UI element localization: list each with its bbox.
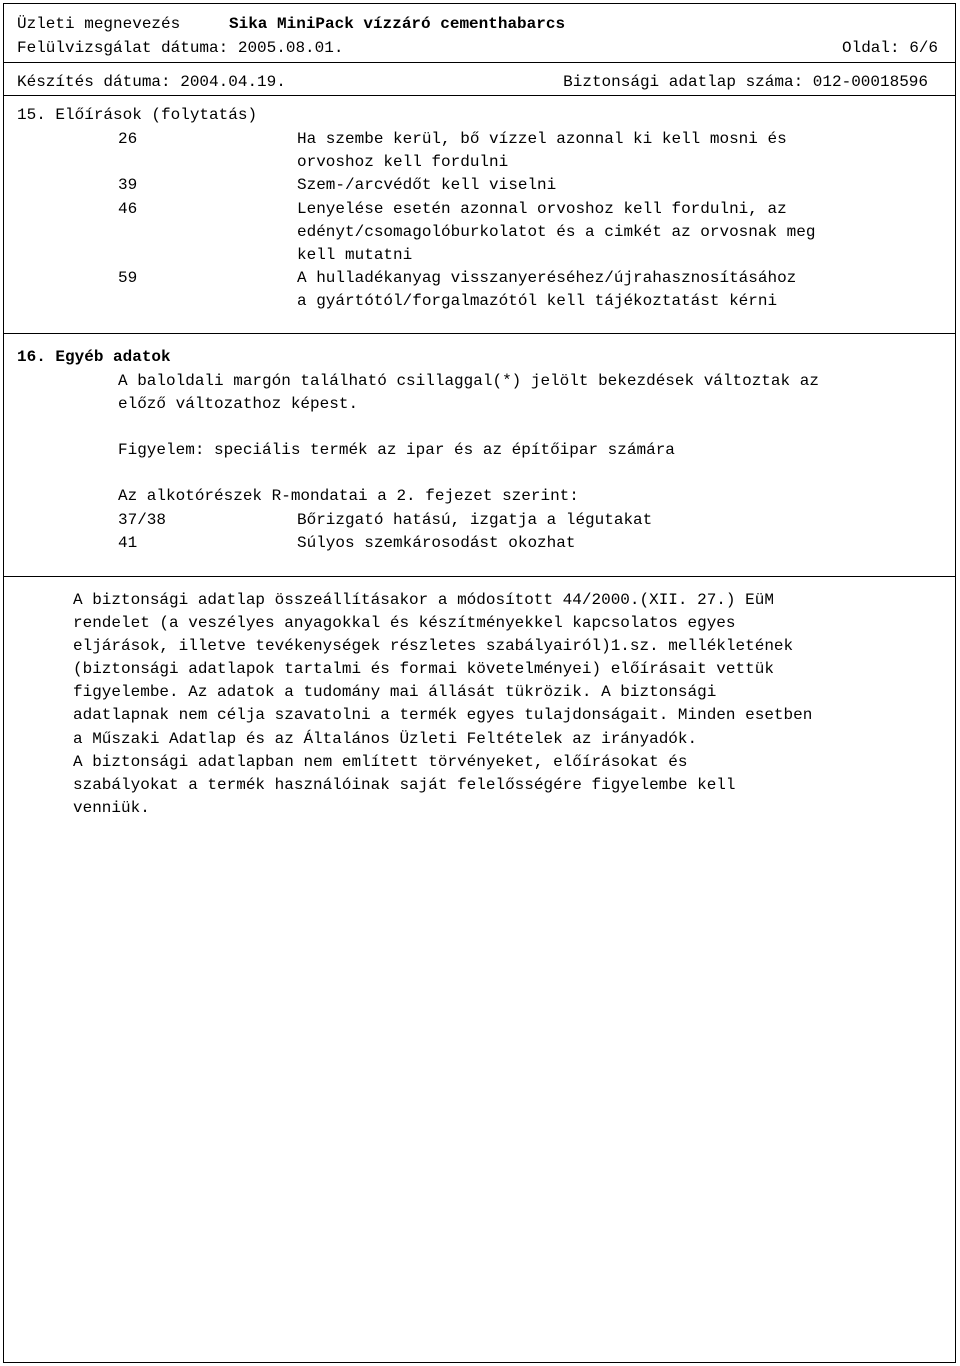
- s-phrase-code: 26: [118, 130, 138, 148]
- s-phrase-code: 39: [118, 176, 138, 194]
- header-divider-2: [3, 95, 956, 96]
- product-label: Üzleti megnevezés: [17, 15, 181, 33]
- section-15-heading: 15. Előírások (folytatás): [17, 106, 258, 124]
- s-phrase-text: kell mutatni: [297, 246, 413, 264]
- r-phrase-code: 37/38: [118, 511, 167, 529]
- disclaimer-line: (biztonsági adatlapok tartalmi és formai követelményei) előírásait vettük: [73, 660, 774, 678]
- s-phrase-code: 46: [118, 200, 138, 218]
- r-phrase-text: Súlyos szemkárosodást okozhat: [297, 534, 576, 552]
- s-phrase-text: a gyártótól/forgalmazótól kell tájékoztatást kérni: [297, 292, 778, 310]
- s-phrase-text: Szem-/arcvédőt kell viselni: [297, 176, 557, 194]
- disclaimer-line: a Műszaki Adatlap és az Általános Üzleti Feltételek az irányadók.: [73, 730, 698, 748]
- r-phrase-text: Bőrizgató hatású, izgatja a légutakat: [297, 511, 653, 529]
- section-16-heading: 16. Egyéb adatok: [17, 348, 171, 366]
- r-phrase-code: 41: [118, 534, 138, 552]
- disclaimer-line: adatlapnak nem célja szavatolni a termék egyes tulajdonságait. Minden esetben: [73, 706, 813, 724]
- creation-date: Készítés dátuma: 2004.04.19.: [17, 73, 286, 91]
- change-note: előző változathoz képest.: [118, 395, 359, 413]
- s-phrase-text: edényt/csomagolóburkolatot és a cimkét az orvosnak meg: [297, 223, 816, 241]
- disclaimer-line: rendelet (a veszélyes anyagokkal és készítményekkel kapcsolatos egyes: [73, 614, 736, 632]
- s-phrase-text: orvoshoz kell fordulni: [297, 153, 509, 171]
- section-divider: [3, 333, 956, 334]
- s-phrase-code: 59: [118, 269, 138, 287]
- product-name: Sika MiniPack vízzáró cementhabarcs: [229, 15, 566, 33]
- disclaimer-line: A biztonsági adatlap összeállításakor a módosított 44/2000.(XII. 27.) EüM: [73, 591, 774, 609]
- section-divider: [3, 576, 956, 577]
- disclaimer-line: venniük.: [73, 799, 150, 817]
- s-phrase-text: Lenyelése esetén azonnal orvoshoz kell fordulni, az: [297, 200, 787, 218]
- disclaimer-line: figyelembe. Az adatok a tudomány mai állását tükrözik. A biztonsági: [73, 683, 717, 701]
- change-note: A baloldali margón található csillaggal(*) jelölt bekezdések változtak az: [118, 372, 819, 390]
- disclaimer-line: szabályokat a termék használóinak saját felelősségére figyelembe kell: [73, 776, 736, 794]
- revision-date: Felülvizsgálat dátuma: 2005.08.01.: [17, 39, 344, 57]
- disclaimer-line: A biztonsági adatlapban nem említett törvényeket, előírásokat és: [73, 753, 688, 771]
- r-phrases-intro: Az alkotórészek R-mondatai a 2. fejezet szerint:: [118, 487, 579, 505]
- page-number: Oldal: 6/6: [841, 39, 938, 57]
- s-phrase-text: Ha szembe kerül, bő vízzel azonnal ki kell mosni és: [297, 130, 787, 148]
- sds-number: Biztonsági adatlap száma: 012-00018596: [563, 73, 928, 91]
- attention-note: Figyelem: speciális termék az ipar és az építőipar számára: [118, 441, 675, 459]
- disclaimer-line: eljárások, illetve tevékenységek részletes szabályairól)1.sz. mellékletének: [73, 637, 794, 655]
- header-divider: [3, 62, 956, 63]
- s-phrase-text: A hulladékanyag visszanyeréséhez/újrahasznosításához: [297, 269, 797, 287]
